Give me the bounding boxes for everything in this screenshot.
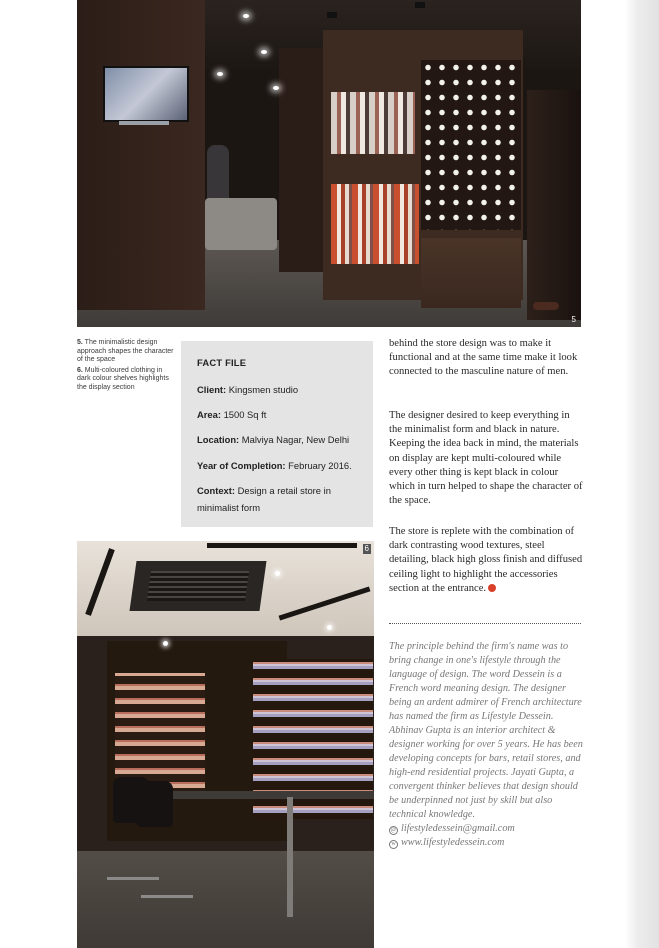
fact-label: Location:: [197, 434, 240, 445]
fact-label: Client:: [197, 384, 227, 395]
fact-value: February 2016.: [288, 460, 352, 471]
hanging-shirts-top: [331, 92, 415, 154]
fact-label: Year of Completion:: [197, 460, 286, 471]
sofa: [205, 198, 277, 250]
paragraph-text: The designer desired to keep everything in the minimalist form and black in nature. Keeping the idea back in mind, the materials on display are kept multi-coloured while every other thing is kept black in colour which in turn helped to shape the character of the space.: [389, 410, 583, 507]
paragraph-text: The store is replete with the combination of dark contrasting wood textures, steel detailing, black high gloss finish and diffused ceiling light to highlight the accessories section at the entrance.: [389, 526, 583, 594]
shelves-left: [115, 673, 205, 793]
figure-captions: [77, 339, 177, 395]
fact-value: Kingsmen studio: [228, 384, 299, 395]
email-line: [389, 822, 585, 836]
caption-6: [77, 367, 177, 393]
fact-value: Design a retail store in minimalist form: [197, 485, 331, 513]
tie-display-grid: [421, 60, 521, 230]
caption-text: Multi-coloured clothing in dark colour shelves highlights the display section: [77, 366, 169, 391]
ceiling-light: [217, 72, 223, 76]
office-chair: [137, 781, 173, 827]
shoes: [533, 302, 559, 310]
fact-area: [197, 406, 367, 423]
fact-value: Malviya Nagar, New Delhi: [241, 434, 350, 445]
page-edge-shadow: [625, 0, 659, 948]
hanging-shirts-bottom: [331, 184, 419, 264]
drawers: [421, 238, 521, 308]
floor: [77, 851, 374, 948]
paragraph-text: behind the store design was to make it functional and at the same time make it look connected to the masculine nature of men.: [389, 338, 578, 378]
suit-rack: [527, 90, 581, 320]
email-icon: @: [390, 827, 397, 833]
wood-column: [279, 48, 325, 272]
tv-shelf: [119, 121, 169, 125]
fact-year: [197, 457, 367, 474]
ceiling-light: [273, 86, 279, 90]
spotlight: [275, 571, 280, 576]
chair-base: [141, 895, 193, 898]
body-paragraph-2: [389, 409, 585, 508]
body-paragraph-1: [389, 337, 585, 380]
track-spotlight: [327, 12, 337, 18]
spotlight: [327, 625, 332, 630]
tv-screen: [103, 66, 189, 122]
ceiling-light: [261, 50, 267, 54]
fact-label: Context:: [197, 485, 236, 496]
end-mark-dot-icon: [488, 584, 496, 592]
fact-label: Area:: [197, 409, 221, 420]
photo-store-interior: [77, 0, 581, 327]
fact-file-box: [181, 341, 373, 527]
fact-file-title: FACT FILE: [197, 357, 247, 368]
desk: [163, 791, 374, 799]
caption-number: 6.: [77, 366, 83, 374]
figure-number: 6: [364, 544, 369, 553]
photo-display-section: [77, 541, 374, 948]
website-line: [389, 836, 585, 850]
designer-bio: [389, 640, 585, 850]
mannequin: [207, 145, 229, 200]
chair-base: [107, 877, 159, 880]
light-track: [207, 543, 357, 548]
fact-context: [197, 482, 367, 516]
fact-client: [197, 381, 367, 398]
spotlight: [163, 641, 168, 646]
wood-wall: [77, 0, 205, 310]
body-paragraph-3: [389, 525, 585, 596]
fact-location: [197, 431, 367, 448]
figure-number: 5: [571, 315, 576, 324]
divider: [389, 623, 581, 624]
website-link[interactable]: www.lifestyledessein.com: [401, 837, 505, 848]
caption-5: [77, 339, 177, 365]
caption-text: The minimalistic design approach shapes the character of the space: [77, 339, 174, 364]
bio-text: The principle behind the firm's name was to bring change in one's lifestyle through the language of design. The word Dessein is a French word meaning design. The designer being an ardent admirer of French architecture has named the firm as Lifestyle Dessein. Abhinav Gupta is an interior architect & designer working for over 5 years. He has been developing concepts for bars, retail stores, and high-end residential projects. Jayati Gupta, a convergent thinker believes that design should be underpinned not just by skill but also technical knowledge.: [389, 641, 583, 820]
track-spotlight: [415, 2, 425, 8]
caption-number: 5.: [77, 339, 83, 346]
desk-leg: [287, 797, 293, 917]
globe-icon: w: [389, 840, 398, 849]
email-link[interactable]: lifestyledessein@gmail.com: [401, 823, 515, 834]
ac-vent: [129, 561, 266, 611]
fact-value: 1500 Sq ft: [223, 409, 267, 420]
ceiling-light: [243, 14, 249, 18]
